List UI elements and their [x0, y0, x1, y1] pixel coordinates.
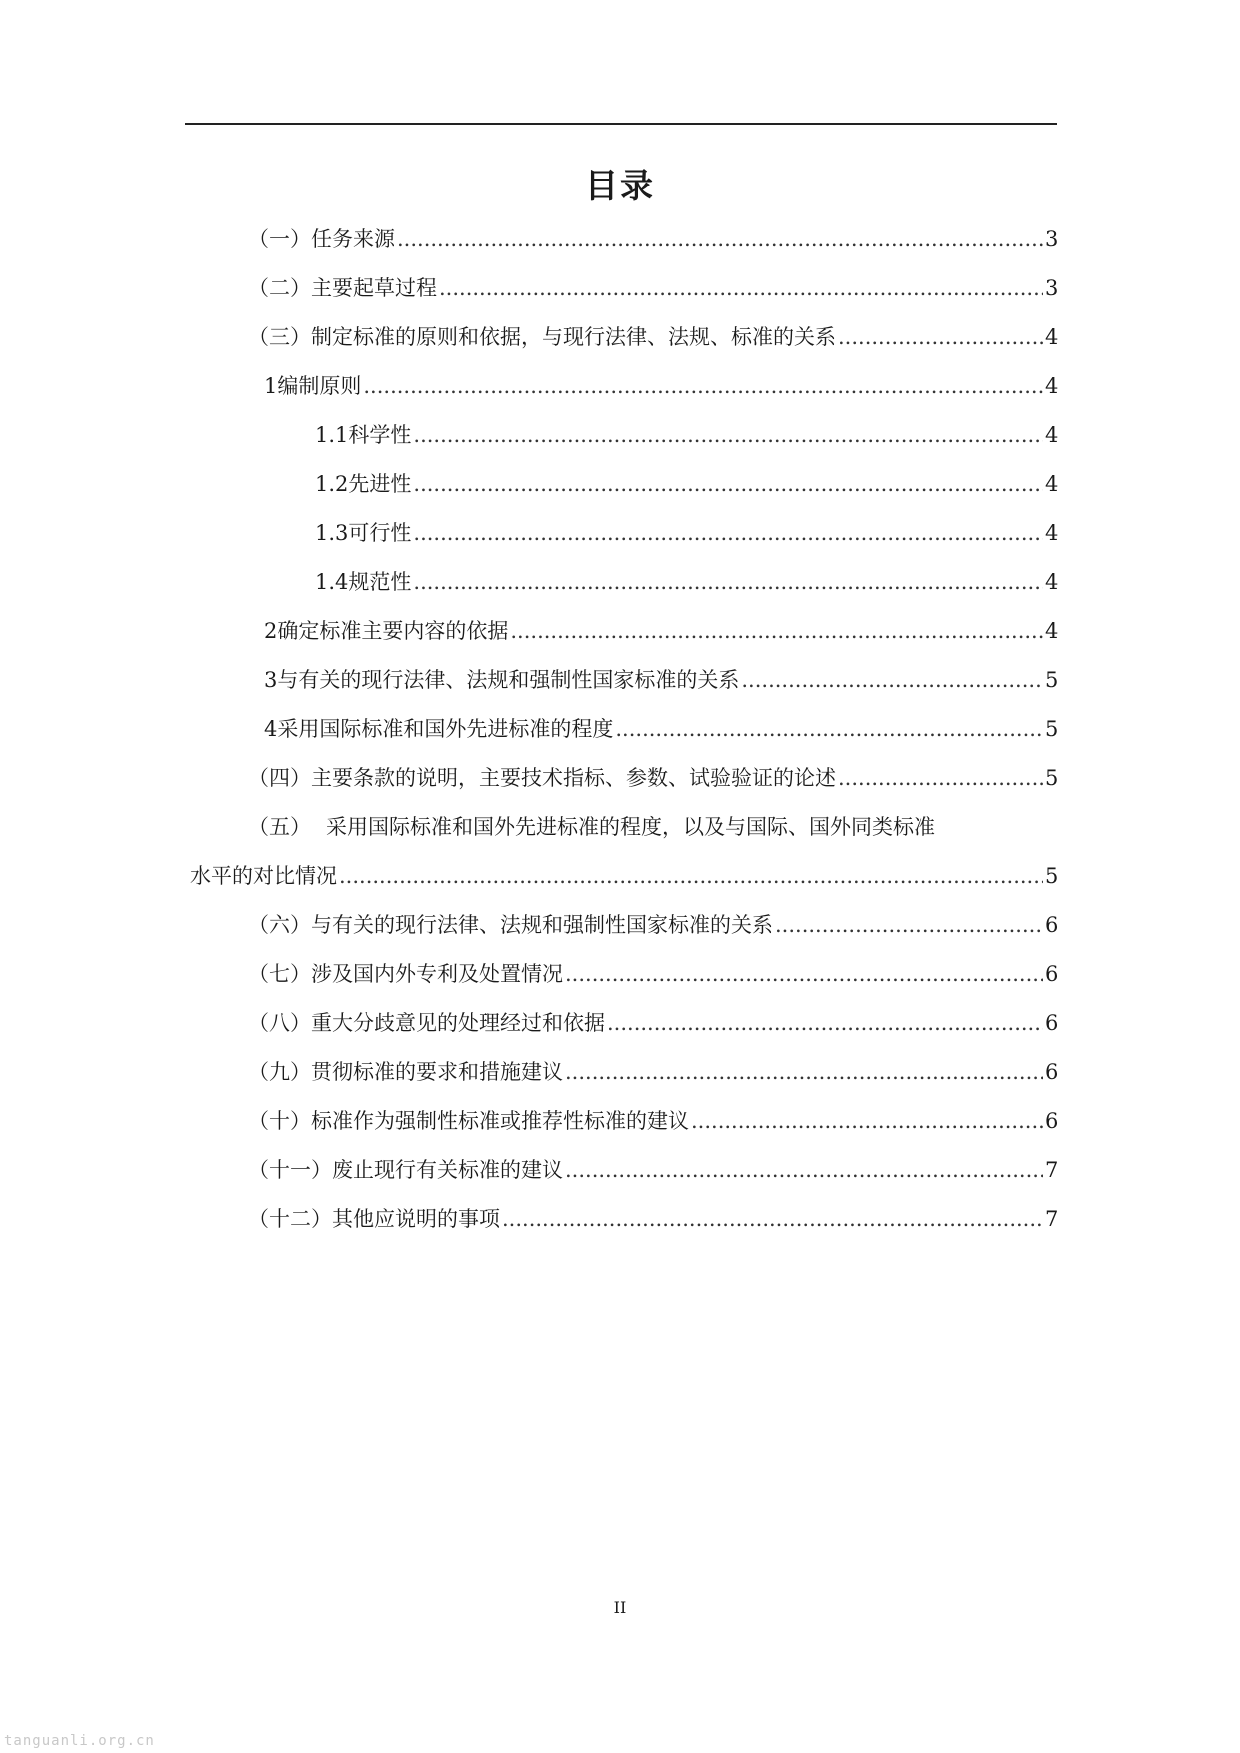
toc-leader [397, 224, 1043, 254]
toc-entry-page: 3 [1045, 276, 1059, 300]
toc-entry-page: 4 [1045, 472, 1059, 496]
toc-leader [413, 567, 1043, 597]
toc-entry-title: 贯彻标准的要求和措施建议 [311, 1060, 563, 1084]
toc-entry-title: 制定标准的原则和依据，与现行法律、法规、标准的关系 [311, 325, 836, 349]
toc-entry-title: 主要条款的说明，主要技术指标、参数、试验验证的论述 [311, 766, 836, 790]
toc-entry-page: 6 [1045, 1109, 1059, 1133]
toc-entry[interactable] [248, 1008, 1057, 1038]
toc-entry-title: 其他应说明的事项 [332, 1207, 500, 1231]
page-title: 目录 [585, 166, 655, 205]
toc-entry[interactable] [264, 616, 1057, 646]
toc-entry-page: 4 [1045, 570, 1059, 594]
toc-entry-title: 重大分歧意见的处理经过和依据 [311, 1011, 605, 1035]
toc-entry-continuation[interactable] [190, 861, 1057, 891]
toc-entry-page: 4 [1045, 325, 1059, 349]
toc-entry-page: 4 [1045, 374, 1059, 398]
toc-entry-number: （四） [248, 766, 311, 790]
watermark: tanguanli.org.cn [4, 1733, 155, 1749]
toc-entry[interactable] [264, 714, 1057, 744]
toc-entry[interactable] [248, 959, 1057, 989]
toc-entry-title: 与有关的现行法律、法规和强制性国家标准的关系 [311, 913, 773, 937]
toc-entry-number: 1 [264, 374, 278, 398]
toc-leader [413, 420, 1043, 450]
toc-entry-title: 采用国际标准和国外先进标准的程度 [277, 717, 614, 741]
toc-entry-number: （一） [248, 227, 311, 251]
toc-entry[interactable] [248, 1057, 1057, 1087]
toc-entry-page: 4 [1045, 423, 1059, 447]
toc-entry-number: （五） [248, 815, 311, 839]
toc-leader [775, 910, 1043, 940]
toc-leader [363, 371, 1043, 401]
toc-entry[interactable] [248, 910, 1057, 940]
toc-entry[interactable] [248, 763, 1057, 793]
toc-entry-number: （六） [248, 913, 311, 937]
toc-entry-page: 7 [1045, 1207, 1059, 1231]
toc-entry-title: 规范性 [348, 570, 412, 594]
toc-entry-title: 标准作为强制性标准或推荐性标准的建议 [311, 1109, 689, 1133]
toc-entry-title: 科学性 [348, 423, 412, 447]
toc-entry-page: 5 [1045, 717, 1059, 741]
toc-entry[interactable] [315, 420, 1057, 450]
toc-entry-number: 2 [264, 619, 278, 643]
toc-entry-page: 5 [1045, 668, 1059, 692]
toc-entry-page: 7 [1045, 1158, 1059, 1182]
toc-entry-title: 废止现行有关标准的建议 [332, 1158, 563, 1182]
toc-entry-title-continuation: 水平的对比情况 [190, 864, 337, 888]
toc-entry-number: （八） [248, 1011, 311, 1035]
toc-entry-title: 主要起草过程 [311, 276, 437, 300]
toc-leader [413, 518, 1043, 548]
toc-leader [510, 616, 1043, 646]
toc-entry-number: 1.1 [315, 423, 349, 447]
toc-entry-title: 编制原则 [277, 374, 362, 398]
toc-entry[interactable] [248, 322, 1057, 352]
toc-leader [607, 1008, 1043, 1038]
toc-leader [502, 1204, 1043, 1234]
toc-entry[interactable] [248, 273, 1057, 303]
toc-entry-page: 5 [1045, 766, 1059, 790]
toc-entry-title: 任务来源 [311, 227, 395, 251]
toc-entry-number: 4 [264, 717, 278, 741]
toc-entry-title: 采用国际标准和国外先进标准的程度，以及与国际、国外同类标准 [326, 815, 935, 839]
toc-entry[interactable] [315, 567, 1057, 597]
toc-entry-number: 1.4 [315, 570, 349, 594]
toc-entry[interactable] [248, 224, 1057, 254]
page-number: II [613, 1598, 627, 1617]
toc-entry-page: 6 [1045, 962, 1059, 986]
toc-entry-page: 6 [1045, 1011, 1059, 1035]
toc-entry-title: 涉及国内外专利及处置情况 [311, 962, 563, 986]
toc-entry-page: 6 [1045, 913, 1059, 937]
toc-entry[interactable] [264, 371, 1057, 401]
toc-entry[interactable] [248, 812, 1057, 842]
toc-leader [741, 665, 1043, 695]
toc-entry[interactable] [315, 469, 1057, 499]
toc-leader [565, 1155, 1043, 1185]
toc-entry-number: （三） [248, 325, 311, 349]
toc-entry-number: 1.3 [315, 521, 349, 545]
toc-entry-page: 6 [1045, 1060, 1059, 1084]
toc-entry-number: 1.2 [315, 472, 349, 496]
toc-entry-page: 5 [1045, 864, 1059, 888]
toc-entry[interactable] [248, 1155, 1057, 1185]
toc-entry-number: （十二） [248, 1207, 332, 1231]
toc-entry-number: （七） [248, 962, 311, 986]
toc-leader [615, 714, 1043, 744]
toc-entry-number: （二） [248, 276, 311, 300]
toc-entry-page: 4 [1045, 521, 1059, 545]
toc-entry-page: 3 [1045, 227, 1059, 251]
toc-leader [838, 763, 1043, 793]
toc-entry-title: 先进性 [348, 472, 412, 496]
toc-entry-title: 与有关的现行法律、法规和强制性国家标准的关系 [277, 668, 740, 692]
toc-entry-number: 3 [264, 668, 278, 692]
toc-entry-number: （十一） [248, 1158, 332, 1182]
toc-leader [413, 469, 1043, 499]
toc-entry[interactable] [315, 518, 1057, 548]
toc-entry-number: （十） [248, 1109, 311, 1133]
toc-leader [565, 959, 1043, 989]
toc-leader [838, 322, 1043, 352]
toc-leader [439, 273, 1043, 303]
toc-leader [565, 1057, 1043, 1087]
toc-leader [339, 861, 1043, 891]
toc-entry-page: 4 [1045, 619, 1059, 643]
toc-entry[interactable] [248, 1106, 1057, 1136]
toc-entry-title: 可行性 [348, 521, 412, 545]
toc-leader [691, 1106, 1043, 1136]
toc-entry-number: （九） [248, 1060, 311, 1084]
toc-entry-title: 确定标准主要内容的依据 [277, 619, 509, 643]
toc-entry[interactable] [264, 665, 1057, 695]
toc-entry[interactable] [248, 1204, 1057, 1234]
